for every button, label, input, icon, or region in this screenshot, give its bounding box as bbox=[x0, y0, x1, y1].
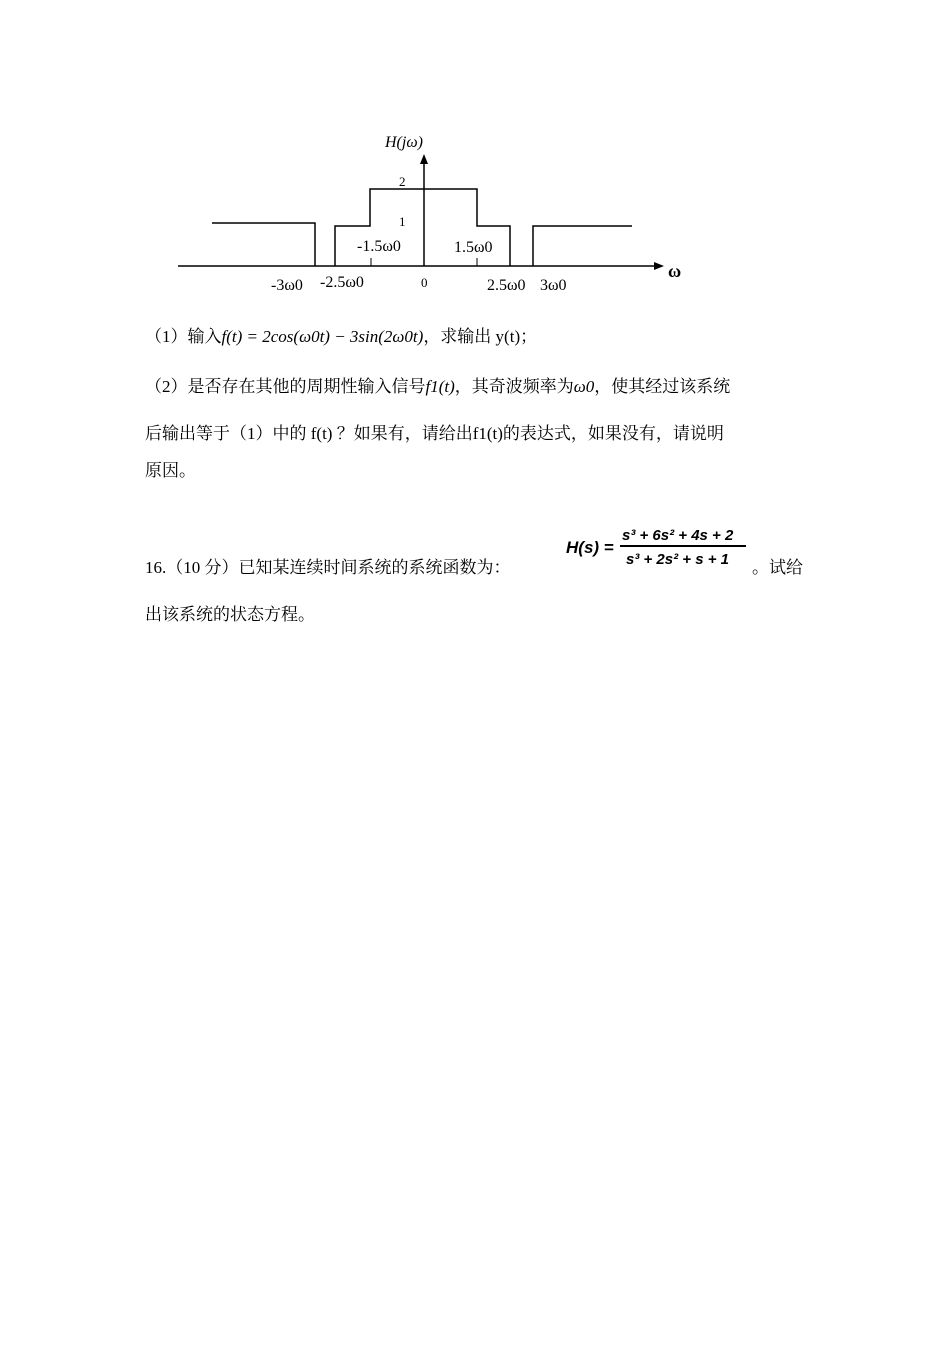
level-label-2: 2 bbox=[399, 174, 406, 189]
frequency-response-plot bbox=[170, 125, 710, 305]
formula-denominator: s³ + 2s² + s + 1 bbox=[626, 551, 729, 568]
q2-line1-a: （2）是否存在其他的周期性输入信号 bbox=[145, 377, 426, 396]
q2-signal: f1(t) bbox=[425, 377, 455, 396]
tick-label-pos2-5: 2.5ω0 bbox=[487, 277, 526, 294]
y-axis-label: H(jω) bbox=[385, 134, 423, 151]
q16-prefix: 16.（10 分）已知某连续时间系统的系统函数为： bbox=[145, 558, 511, 577]
x-axis-label: ω bbox=[668, 261, 682, 281]
response-left-outer bbox=[212, 223, 315, 266]
question-1 bbox=[145, 322, 537, 347]
inner-label-pos: 1.5ω0 bbox=[454, 239, 493, 256]
q2-line1-c: ，使其经过该系统 bbox=[594, 377, 731, 396]
level-label-1: 1 bbox=[399, 214, 406, 229]
tick-label-pos3: 3ω0 bbox=[540, 277, 567, 294]
question-16-line-2: 出该系统的状态方程。 bbox=[145, 605, 315, 624]
response-right-outer bbox=[533, 226, 632, 266]
y-axis-arrow bbox=[420, 154, 428, 164]
question-2-line-3: 原因。 bbox=[145, 461, 196, 480]
q16-suffix: 。试给 bbox=[752, 558, 803, 577]
q2-omega: ω0 bbox=[573, 377, 595, 396]
inner-label-neg: -1.5ω0 bbox=[357, 238, 401, 255]
tick-label-neg3: -3ω0 bbox=[271, 277, 303, 294]
tick-label-neg2-5: -2.5ω0 bbox=[320, 274, 364, 291]
formula-numerator: s³ + 6s² + 4s + 2 bbox=[622, 527, 734, 544]
transfer-function-svg bbox=[566, 524, 751, 570]
question-16-line-1 bbox=[145, 553, 511, 578]
q2-line1-b: ，其奇波频率为 bbox=[454, 377, 574, 396]
tick-label-zero: 0 bbox=[421, 275, 428, 290]
question-2-line-2: 后输出等于（1）中的 f(t) ？如果有，请给出f1(t)的表达式，如果没有，请说明 bbox=[145, 424, 724, 443]
q1-formula: f(t) = 2cos(ω0t) − 3sin(2ω0t) bbox=[221, 327, 424, 346]
q1-prefix: （1）输入 bbox=[145, 327, 222, 346]
formula-lhs: H(s) = bbox=[566, 538, 614, 557]
question-2-line-1 bbox=[145, 372, 730, 397]
transfer-function-formula bbox=[566, 524, 751, 575]
frequency-response-figure bbox=[170, 125, 710, 305]
q1-suffix: ，求输出 y(t)； bbox=[423, 327, 538, 346]
x-axis-arrow bbox=[654, 262, 664, 270]
